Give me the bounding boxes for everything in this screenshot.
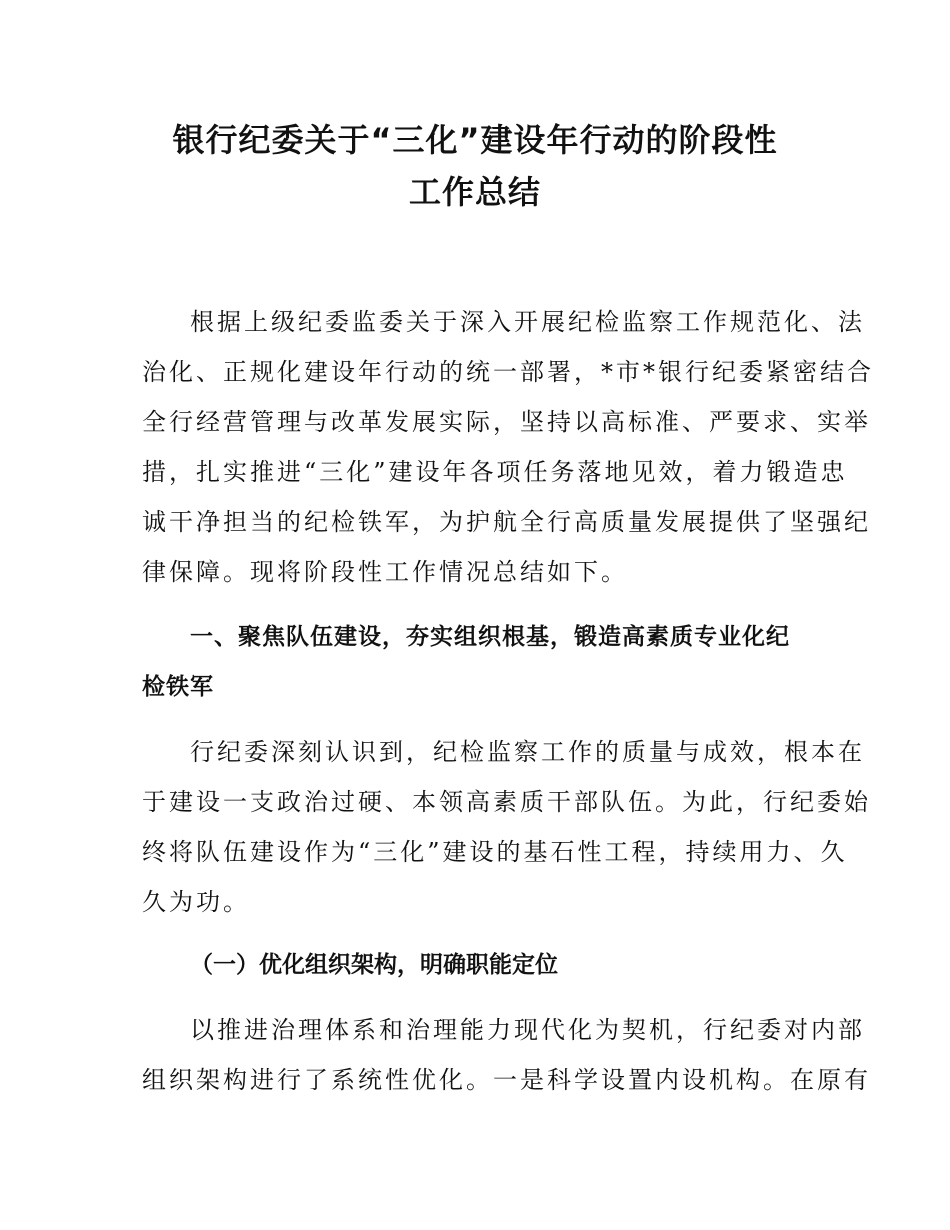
body-line: 于建设一支政治过硬、本领高素质干部队伍。为此，行纪委始 — [142, 788, 871, 816]
intro-line: 全行经营管理与改革发展实际，坚持以高标准、严要求、实举 — [142, 408, 871, 436]
title-line-2: 工作总结 — [408, 173, 541, 211]
intro-paragraph — [142, 297, 874, 597]
body-line: 组织架构进行了系统性优化。一是科学设置内设机构。在原有 — [142, 1066, 871, 1094]
section-1-body — [142, 727, 871, 927]
title-line-1: 银行纪委关于“三化”建设年行动的阶段性 — [172, 121, 778, 159]
intro-line: 措，扎实推进“三化”建设年各项任务落地见效，着力锻造忠 — [142, 458, 848, 486]
intro-line: 律保障。现将阶段性工作情况总结如下。 — [142, 558, 628, 586]
section-heading-line: 检铁军 — [142, 674, 214, 700]
intro-line: 诚干净担当的纪检铁军，为护航全行高质量发展提供了坚强纪 — [142, 508, 871, 536]
section-1-heading — [142, 612, 812, 712]
body-line: 行纪委深刻认识到，纪检监察工作的质量与成效，根本在 — [190, 738, 865, 766]
subsection-1-body — [142, 1005, 871, 1105]
intro-line: 根据上级纪委监委关于深入开展纪检监察工作规范化、法 — [190, 308, 865, 336]
document-title — [140, 114, 810, 218]
intro-line: 治化、正规化建设年行动的统一部署，*市*银行纪委紧密结合 — [142, 358, 874, 386]
body-line: 以推进治理体系和治理能力现代化为契机，行纪委对内部 — [190, 1016, 865, 1044]
body-line: 久为功。 — [142, 888, 250, 916]
body-line: 终将队伍建设作为“三化”建设的基石性工程，持续用力、久 — [142, 838, 848, 866]
subsection-1-heading: （一）优化组织架构，明确职能定位 — [190, 952, 558, 978]
section-heading-line: 一、聚焦队伍建设，夯实组织根基，锻造高素质专业化纪 — [190, 624, 790, 650]
